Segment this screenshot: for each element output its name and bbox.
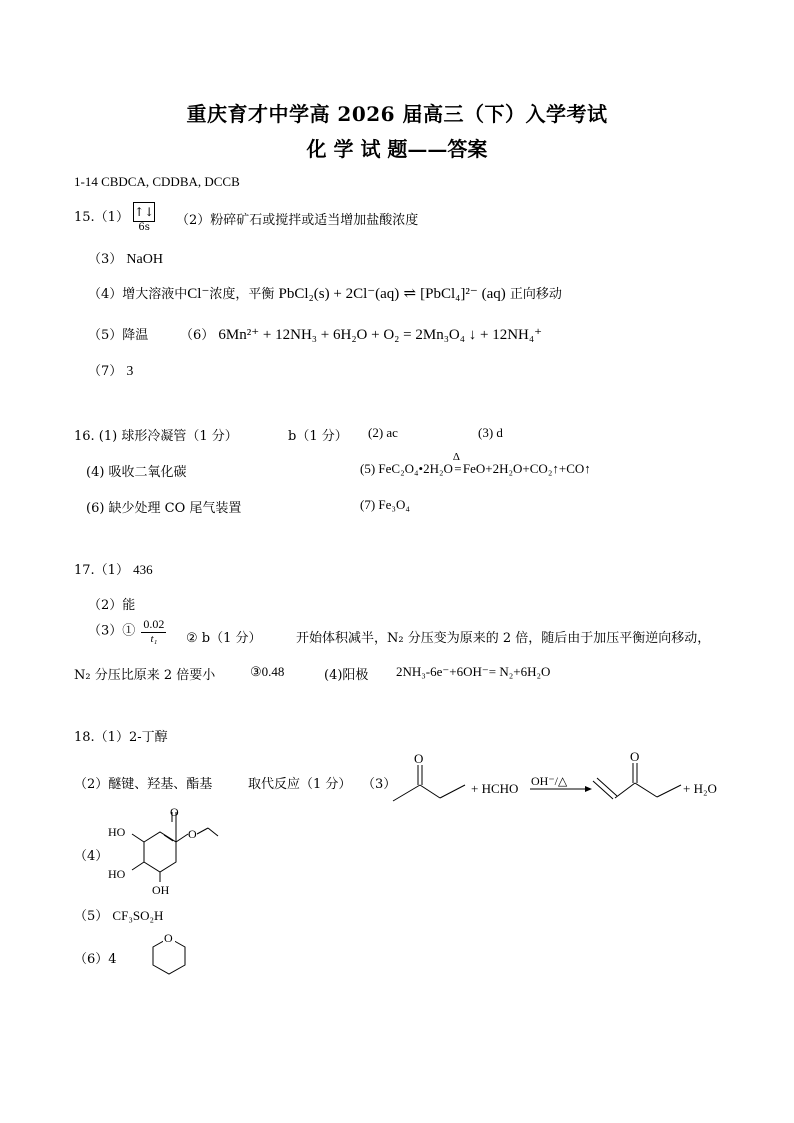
q17-part1 — [74, 559, 153, 578]
q15-p6-equation: 6Mn²⁺ + 12NH₃ + 6H₂O + O₂ = 2Mn₃O₄ ↓ + 12NH₄⁺ — [218, 327, 543, 343]
hydroxyl-2: HO — [108, 867, 126, 881]
mc-answers: 1-14 CBDCA, CDDBA, DCCB — [74, 174, 240, 189]
q15-part5: （5）降温 — [88, 328, 149, 343]
q15-p4-eq-right: [PbCl₄]²⁻ (aq) — [420, 286, 506, 302]
ester-oxygen: O — [188, 827, 197, 841]
hydroxyl-3: OH — [152, 883, 170, 897]
byproduct-water: + H₂O — [683, 781, 717, 796]
q16-part7: (7) Fe₃O₄ — [360, 497, 410, 512]
q18-part3-label: （3） — [362, 777, 397, 792]
q15-p7-answer: 3 — [126, 364, 134, 379]
fraction-numerator: 0.02 — [143, 617, 165, 631]
fraction-denominator: t₁ — [150, 633, 158, 645]
q15-part1 — [74, 202, 155, 233]
q18-part6-label: （6）4 — [74, 952, 117, 967]
q15-p7-label: （7） — [88, 364, 123, 379]
q15-p6-label: （6） — [180, 328, 215, 343]
q15-part7 — [88, 360, 133, 380]
exam-subtitle: 化 学 试 题——答案 — [306, 137, 488, 161]
shikimate-ester-structure — [104, 808, 224, 898]
q15-part3 — [88, 248, 163, 268]
carbonyl-oxygen: O — [170, 808, 179, 819]
ring-oxygen: O — [164, 931, 173, 945]
orbital-box: ↑↓ — [133, 202, 155, 222]
product-structure — [593, 749, 681, 799]
q15-p3-answer: NaOH — [126, 252, 163, 267]
q17-part3 — [88, 617, 168, 645]
q15-p1-label: 15.（1） — [74, 210, 129, 225]
q17-part3-explain: 开始体积减半，N₂ 分压变为原来的 2 倍，随后由于加压平衡逆向移动， — [296, 631, 711, 646]
reaction-condition: OH⁻/△ — [531, 774, 568, 788]
q17-p1-answer: 436 — [133, 562, 153, 577]
q16-p5-label: (5) FeC₂O₄•2H₂O — [360, 461, 453, 476]
q16-part5: (5) FeC₂O₄•2H₂O Δ =FeO+2H₂O+CO₂↑+CO↑ — [360, 451, 591, 476]
q16-part3: (3) d — [478, 425, 503, 440]
q17-p1-label: 17.（1） — [74, 563, 129, 578]
reagent-hcho: + HCHO — [471, 781, 519, 796]
q18-p5-label: （5） — [74, 909, 109, 924]
tetrahydropyran-structure — [144, 928, 194, 978]
q16-part2: (2) ac — [368, 425, 398, 440]
q17-part3-cont: N₂ 分压比原来 2 倍要小 — [74, 668, 216, 683]
orbital-sublevel: 6s — [138, 222, 150, 233]
fraction — [141, 617, 166, 645]
exam-title: 重庆育才中学高 2026 届高三（下）入学考试 — [186, 102, 608, 126]
q15-part2: （2）粉碎矿石或搅拌或适当增加盐酸浓度 — [176, 213, 419, 228]
reaction-scheme — [385, 745, 725, 815]
q16-part1b: b（1 分） — [288, 429, 348, 444]
q18-part1: 18.（1）2-丁醇 — [74, 730, 168, 745]
q15-p4-eq-arrow: ⇌ — [403, 286, 417, 302]
q18-part2: （2）醚键、羟基、酯基 — [74, 777, 213, 792]
q15-p4-tail: 正向移动 — [509, 287, 562, 302]
q18-part5 — [74, 905, 163, 924]
q15-p4-mid: 浓度，平衡 — [209, 287, 275, 302]
q18-p5-answer: CF₃SO₂H — [112, 908, 164, 923]
product-oxygen: O — [630, 749, 640, 764]
q17-part2: （2）能 — [88, 598, 136, 613]
q18-part2b: 取代反应（1 分） — [248, 777, 352, 792]
q16-part6: (6) 缺少处理 CO 尾气装置 — [86, 501, 242, 516]
q15-part6 — [180, 324, 542, 344]
q15-p3-label: （3） — [88, 252, 123, 267]
q15-part4 — [88, 283, 562, 303]
q15-p4-eq-left: PbCl₂(s) + 2Cl⁻(aq) — [278, 286, 400, 302]
q18-part4-label: （4） — [74, 849, 109, 864]
q17-part3c: ③0.48 — [250, 664, 285, 679]
q15-p4-ion: Cl⁻ — [187, 286, 210, 302]
butanone-structure — [393, 751, 465, 801]
q17-part4-equation: 2NH₃-6e⁻+6OH⁻= N₂+6H₂O — [396, 664, 551, 679]
q16-part4: (4) 吸收二氧化碳 — [86, 465, 187, 480]
heat-delta: Δ — [452, 451, 460, 463]
q16-part1: 16. (1) 球形冷凝管（1 分） — [74, 429, 238, 444]
q17-part4-label: (4)阳极 — [324, 668, 369, 683]
hydroxyl-1: HO — [108, 825, 126, 839]
butanone-oxygen: O — [414, 751, 424, 766]
q16-p5-right: FeO+2H₂O+CO₂↑+CO↑ — [462, 461, 591, 476]
q17-p3-label: （3）① — [88, 623, 136, 639]
q15-p4-label: （4）增大溶液中 — [88, 287, 188, 302]
q17-part3b: ② b（1 分） — [186, 631, 262, 646]
orbital-diagram — [133, 202, 155, 233]
